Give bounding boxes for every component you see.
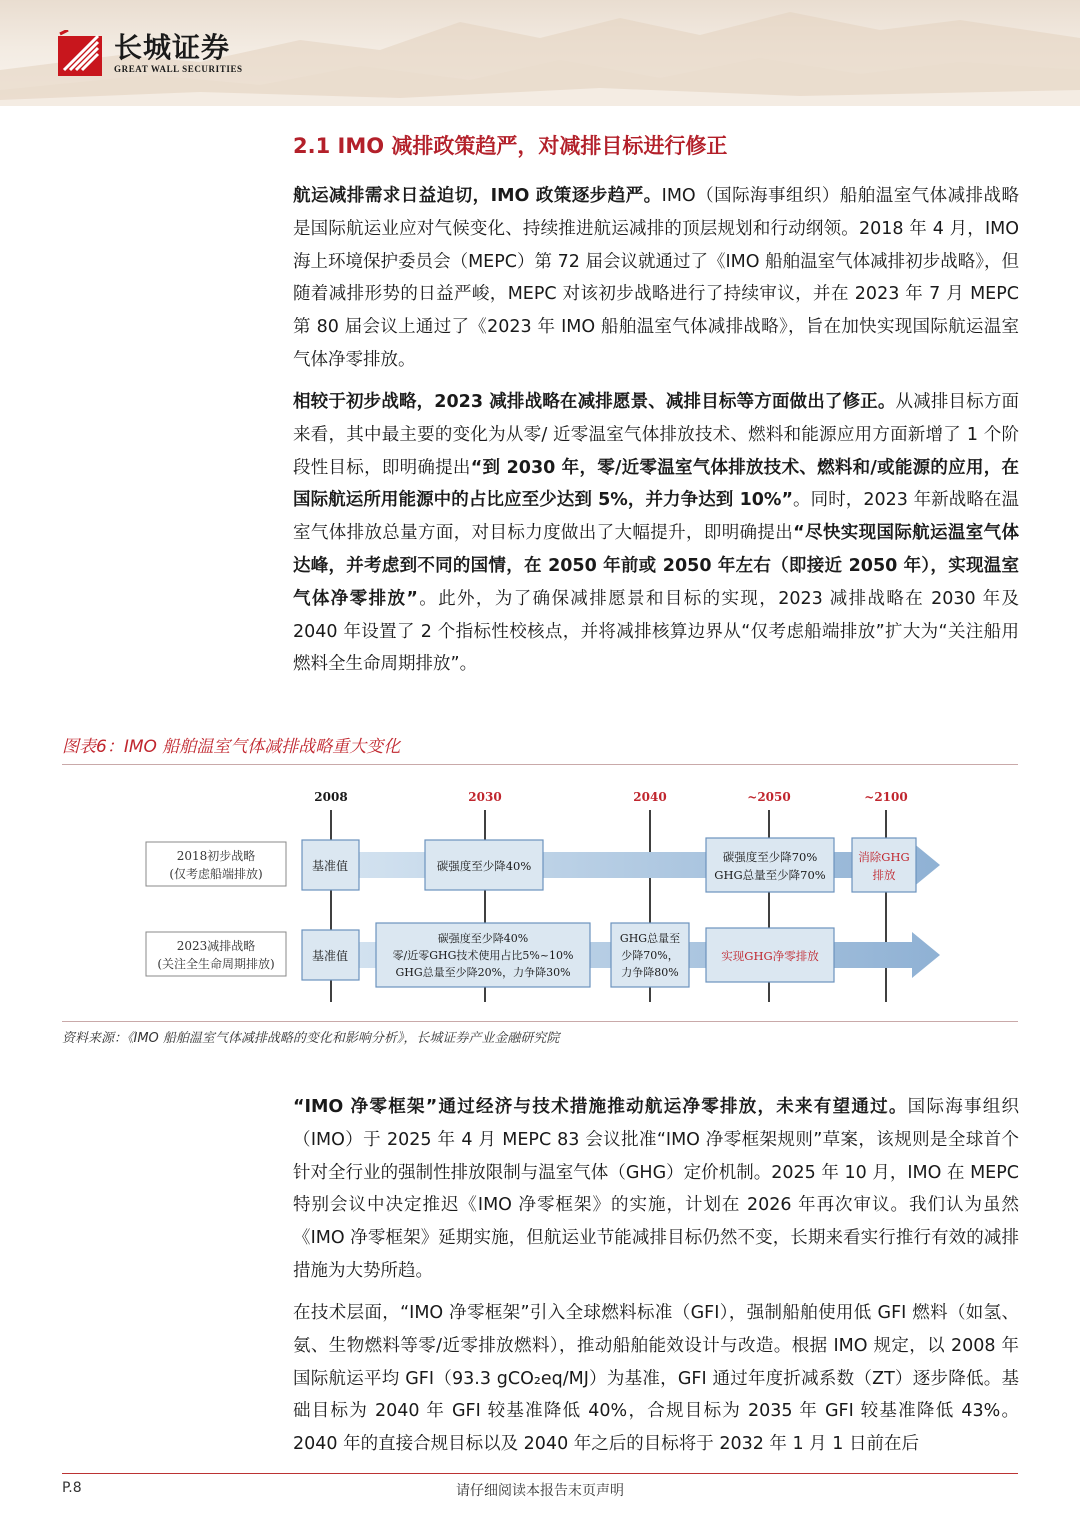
row1-label-line2: (仅考虑船端排放) [169,867,263,881]
paragraph-2-quote-a: “到 2030 年，零/近零温室气体排放技术、燃料和/或能源的应用，在国际航运所用能源中的占比应至少达到 5%，并力争达到 10%” [293,457,1019,511]
year-label-2030: 2030 [468,790,502,804]
company-name-cn: 长城证券 [114,31,231,64]
row1-2100-text-line2: 排放 [872,868,896,882]
row2-2030-text-line3: GHG总量至少降20%，力争降30% [395,966,571,979]
paragraph-1-lead: 航运减排需求日益迫切，IMO 政策逐步趋严。 [293,186,662,206]
figure-top-rule [62,764,1018,765]
paragraph-2-body-a: 从减排目标方面来看，其中最主要的变化为从零/ 近零温室气体排放技术、燃料和能源应用方面新增了 1 个阶段性目标，即明确提出 [293,392,1020,478]
section-title: 2.1 IMO 减排政策趋严，对减排目标进行修正 [293,134,728,158]
year-label-2008: 2008 [314,790,348,804]
paragraph-2-quote-b: “尽快实现国际航运温室气体达峰，并考虑到不同的国情，在 2050 年前或 2050 年左右（即接近 2050 年），实现温室气体净零排放” [293,523,1019,609]
paragraph-2-lead: 相较于初步战略，2023 减排战略在减排愿景、减排目标等方面做出了修正。 [293,392,896,412]
row2-2030-text-line2: 零/近零GHG技术使用占比5%~10% [392,949,574,962]
row2-2040-text-line3: 力争降80% [621,966,679,979]
row1-2100-text-line1: 消除GHG [858,850,910,864]
paragraph-1-body: IMO（国际海事组织）船舶温室气体减排战略是国际航运业应对气候变化、持续推进航运减排的顶层规划和行动纲领。2018 年 4 月，IMO 海上环境保护委员会（MEPC）第 72 届会议就通过了《IMO 船舶温室气体减排初步战略》，但随着减排形势的日益严峻，MEPC 对该初步战略进行了持续审议，并在 2023 年 7 月 MEPC 第 80 届会议上通过了《2023 年 IMO 船舶温室气体减排战略》，旨在加快实现国际航运温室气体净零排放。 [293,186,1019,370]
row2-label-line1: 2023减排战略 [176,939,256,953]
row1-baseline-text: 基准值 [311,859,349,873]
row1-arrow [305,842,940,888]
page-number: P.8 [62,1480,82,1496]
paragraph-2 [293,386,1019,681]
paragraph-2-body-b: 。同时，2023 年新战略在温室气体排放总量方面，对目标力度做出了大幅提升，即明确提出 [293,490,1019,544]
row2-2050-text: 实现GHG净零排放 [721,949,819,963]
row1-2050-text-line2: GHG总量至少降70% [714,868,826,882]
row2-2030-text-line1: 碳强度至少降40% [437,932,529,945]
row1-2100-box [852,838,916,892]
figure-title: 图表6：IMO 船舶温室气体减排战略重大变化 [62,737,401,757]
row2-label-line2: (关注全生命周期排放) [157,957,275,971]
year-label-2100: ~2100 [864,790,908,804]
row1-2050-text-line1: 碳强度至少降70% [722,850,818,864]
company-name-en: GREAT WALL SECURITIES [114,64,243,74]
company-logo [58,30,243,76]
row2-2040-text-line1: GHG总量至 [619,932,681,945]
paragraph-3 [293,1091,1019,1288]
paragraph-2-body-c: 。此外，为了确保减排愿景和目标的实现，2023 减排战略在 2030 年及 2040 年设置了 2 个指标性校核点，并将减排核算边界从“仅考虑船端排放”扩大为“关注船用燃料全生命周期排放”。 [293,588,1019,675]
row2-baseline-text: 基准值 [311,949,349,963]
footer-rule [62,1473,1018,1474]
footer-disclaimer: 请仔细阅读本报告末页声明 [456,1483,624,1499]
paragraph-1 [293,180,1019,377]
figure-bottom-rule [62,1021,1018,1022]
paragraph-3-lead: “IMO 净零框架”通过经济与技术措施推动航运净零排放，未来有望通过。 [293,1097,908,1117]
paragraph-4: 在技术层面，“IMO 净零框架”引入全球燃料标准（GFI），强制船舶使用低 GFI 燃料（如氢、氨、生物燃料等零/近零排放燃料），推动船舶能效设计与改造。根据 IMO 规定，以 2008 年国际航运平均 GFI（93.3 gCO₂eq/MJ）为基准，GFI 通过年度折减系数（ZT）逐步降低。基础目标为 2040 年 GFI 较基准降低 40%，合规目标为 2035 年 GFI 较基准降低 43%。2040 年的直接合规目标以及 2040 年之后的目标将于 2032 年 1 月 1 日前在后 [293,1303,1019,1455]
year-label-2040: 2040 [633,790,667,804]
strategy-timeline-diagram [0,770,1080,1020]
page-header [0,0,1080,106]
great-wall-logo-icon [58,30,106,76]
row1-2050-box [706,838,834,892]
year-label-2050: ~2050 [747,790,791,804]
figure-source: 资料来源：《IMO 船舶温室气体减排战略的变化和影响分析》，长城证券产业金融研究院 [62,1031,560,1046]
paragraph-3-body: 国际海事组织（IMO）于 2025 年 4 月 MEPC 83 会议批准“IMO 净零框架规则”草案，该规则是全球首个针对全行业的强制性排放限制与温室气体（GHG）定价机制。2025 年 10 月，IMO 在 MEPC 特别会议中决定推迟《IMO 净零框架》的实施，计划在 2026 年再次审议。我们认为虽然《IMO 净零框架》延期实施，但航运业节能减排目标仍然不变，长期来看实行推行有效的减排措施为大势所趋。 [293,1097,1020,1281]
row1-label-line1: 2018初步战略 [176,849,256,863]
row1-2030-text: 碳强度至少降40% [436,859,532,873]
row2-2040-text-line2: 少降70%， [621,949,679,962]
